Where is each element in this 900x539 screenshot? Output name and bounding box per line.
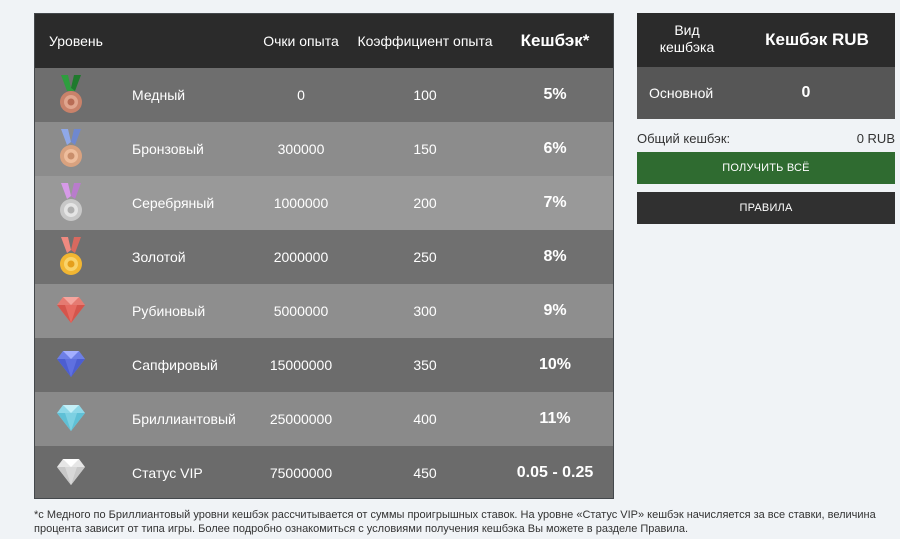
level-coef: 350 xyxy=(413,357,437,373)
table-row xyxy=(35,392,613,446)
rules-button[interactable]: ПРАВИЛА xyxy=(637,192,895,224)
level-name: Статус VIP xyxy=(132,465,203,481)
level-points: 1000000 xyxy=(273,195,329,211)
level-points: 75000000 xyxy=(269,465,333,481)
level-coef: 200 xyxy=(413,195,437,211)
table-row xyxy=(35,68,613,122)
table-header xyxy=(35,14,613,68)
level-name: Медный xyxy=(132,87,186,103)
cashback-panel xyxy=(637,13,895,119)
sapphire-gem-icon xyxy=(53,345,89,385)
table-row xyxy=(35,122,613,176)
header-cashback: Кешбэк* xyxy=(520,31,590,50)
level-cashback: 8% xyxy=(543,248,567,265)
level-cashback: 0.05 - 0.25 xyxy=(516,464,594,481)
level-points: 0 xyxy=(297,87,305,103)
level-cashback: 9% xyxy=(543,302,567,319)
footnote: *с Медного по Бриллиантовый уровни кешбэк рассчитывается от суммы проигрышных ставок. На уровне «Статус VIP» кешбэк начисляется за все ставки, величина процента зависит от типа игры. Более подробно ознакомиться с условиями получения кешбэка Вы можете в разделе Правила. xyxy=(34,509,876,535)
level-name: Сапфировый xyxy=(132,357,218,373)
level-cashback: 6% xyxy=(543,140,567,157)
table-row xyxy=(35,284,613,338)
levels-table xyxy=(34,13,614,499)
level-name: Бронзовый xyxy=(132,141,204,157)
level-name: Серебряный xyxy=(132,195,215,211)
level-coef: 450 xyxy=(413,465,437,481)
level-coef: 150 xyxy=(413,141,437,157)
level-cashback: 7% xyxy=(543,194,567,211)
table-row xyxy=(35,446,613,498)
level-cashback: 11% xyxy=(539,410,571,427)
cashback-type-header: Вид кешбэка xyxy=(659,22,715,55)
level-coef: 400 xyxy=(413,411,437,427)
silver-medal-icon xyxy=(53,183,89,223)
table-row xyxy=(35,338,613,392)
ruby-gem-icon xyxy=(53,291,89,331)
level-cashback: 10% xyxy=(538,356,572,373)
gold-medal-icon xyxy=(53,237,89,277)
level-name: Золотой xyxy=(132,249,186,265)
level-cashback: 5% xyxy=(543,86,567,103)
total-cashback-label: Общий кешбэк: xyxy=(637,131,731,146)
level-points: 25000000 xyxy=(269,411,333,427)
level-points: 2000000 xyxy=(273,249,329,265)
level-name: Рубиновый xyxy=(132,303,206,319)
header-level: Уровень xyxy=(49,33,103,49)
level-points: 15000000 xyxy=(269,357,333,373)
level-points: 300000 xyxy=(277,141,325,157)
diamond-gem-icon xyxy=(53,399,89,439)
bronze-medal-icon xyxy=(53,129,89,169)
total-cashback-value: 0 RUB xyxy=(856,131,895,146)
vip-gem-icon xyxy=(53,453,89,493)
cashback-row-value: 0 xyxy=(801,84,811,101)
cashback-row-label: Основной xyxy=(649,85,714,101)
level-points: 5000000 xyxy=(273,303,329,319)
cashback-panel-header xyxy=(637,13,895,67)
table-row xyxy=(35,230,613,284)
get-all-button[interactable]: ПОЛУЧИТЬ ВСЁ xyxy=(637,152,895,184)
header-points: Очки опыта xyxy=(263,33,339,49)
cashback-row xyxy=(637,67,895,119)
table-row xyxy=(35,176,613,230)
level-name: Бриллиантовый xyxy=(132,411,236,427)
level-coef: 300 xyxy=(413,303,437,319)
cashback-amount-header: Кешбэк RUB xyxy=(765,30,869,49)
copper-medal-icon xyxy=(53,75,89,115)
header-coef: Коэффициент опыта xyxy=(357,33,493,49)
level-coef: 100 xyxy=(413,87,437,103)
level-coef: 250 xyxy=(413,249,437,265)
